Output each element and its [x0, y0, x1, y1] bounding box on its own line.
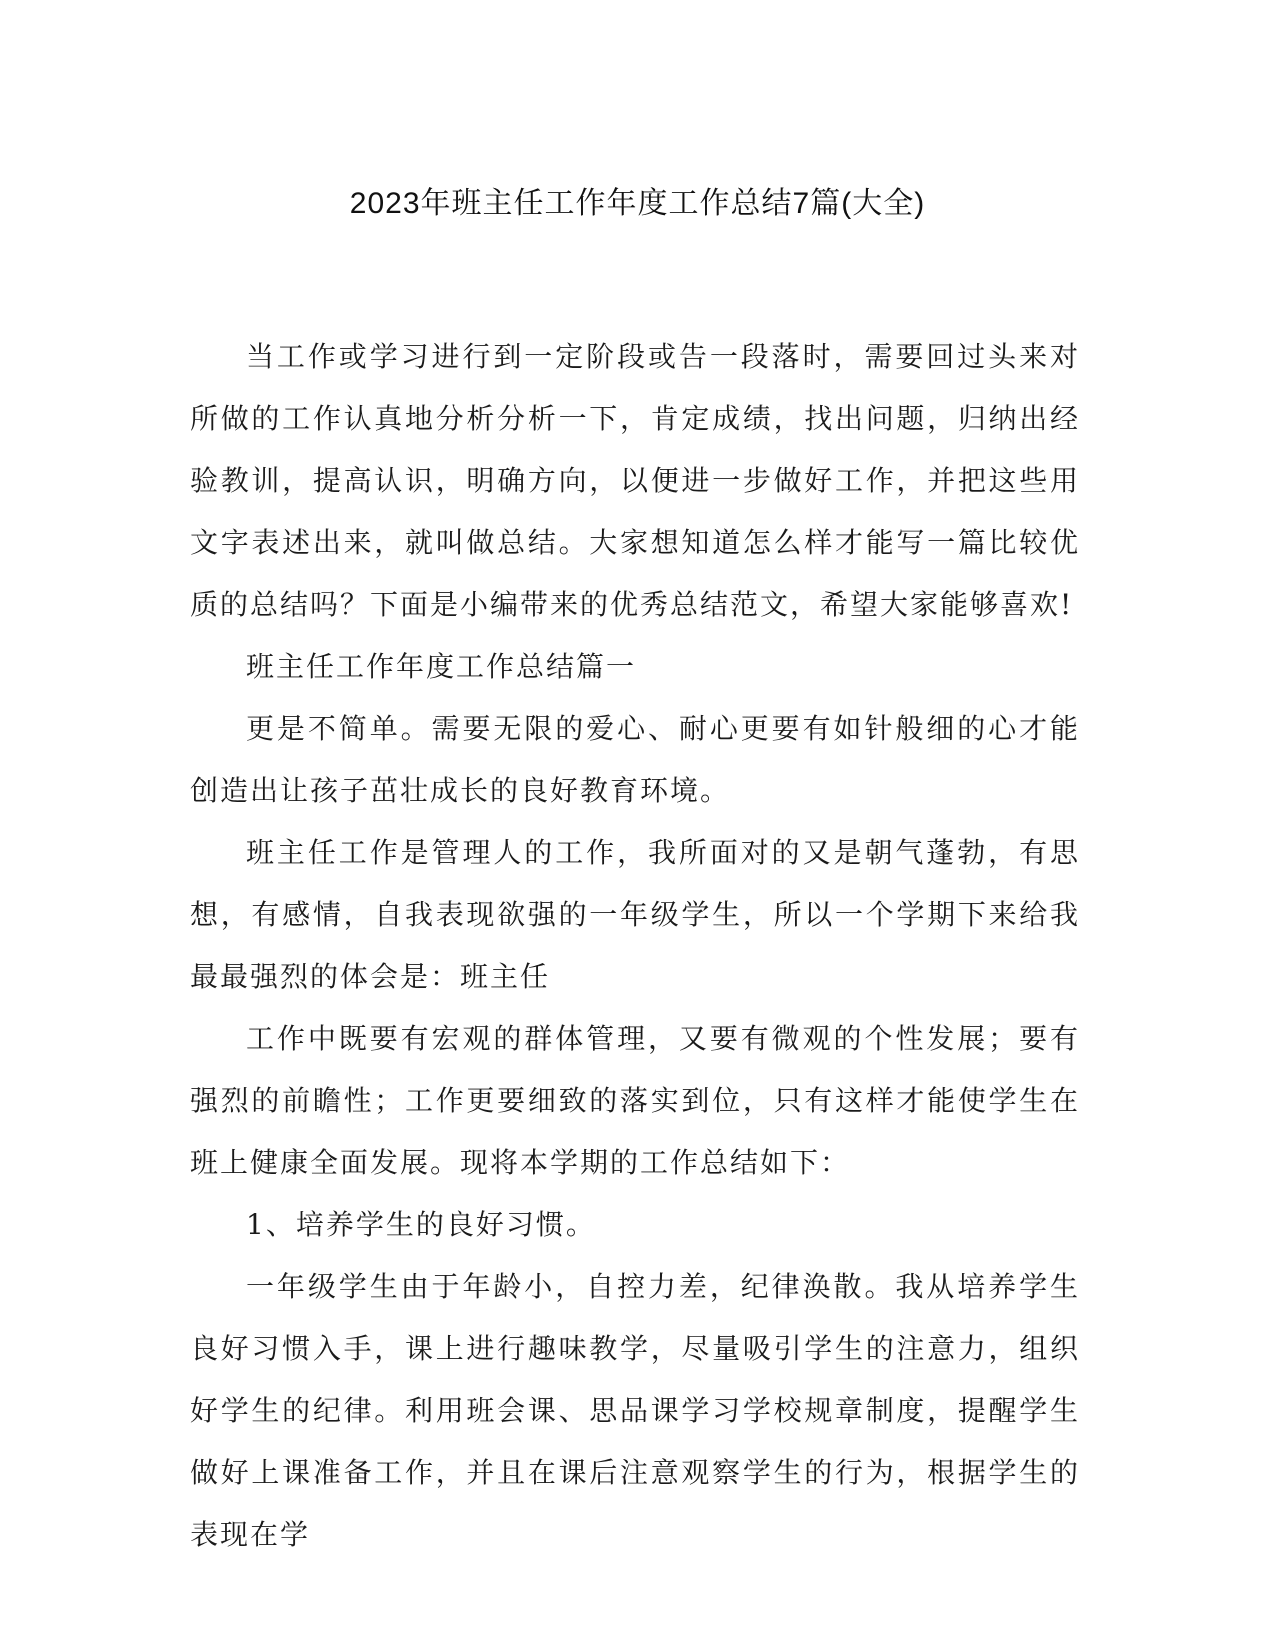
- document-title: 2023年班主任工作年度工作总结7篇(大全): [349, 187, 926, 220]
- body-paragraph: 班主任工作是管理人的工作，我所面对的又是朝气蓬勃，有思想，有感情，自我表现欲强的一年级学生，所以一个学期下来给我最最强烈的体会是：班主任: [190, 836, 1080, 993]
- section-heading: 班主任工作年度工作总结篇一: [246, 650, 637, 683]
- intro-paragraph: 当工作或学习进行到一定阶段或告一段落时，需要回过头来对所做的工作认真地分析分析一下，肯定成绩，找出问题，归纳出经验教训，提高认识，明确方向，以便进一步做好工作，并把这些用文字表述出来，就叫做总结。大家想知道怎么样才能写一篇比较优质的总结吗？下面是小编带来的优秀总结范文，希望大家能够喜欢!: [190, 340, 1080, 621]
- body-paragraph: 工作中既要有宏观的群体管理，又要有微观的个性发展；要有强烈的前瞻性；工作更要细致的落实到位，只有这样才能使学生在班上健康全面发展。现将本学期的工作总结如下：: [190, 1022, 1080, 1179]
- numbered-subheading: 1、培养学生的良好习惯。: [246, 1208, 596, 1241]
- body-paragraph: 更是不简单。需要无限的爱心、耐心更要有如针般细的心才能创造出让孩子茁壮成长的良好教育环境。: [190, 712, 1080, 807]
- body-paragraph: 一年级学生由于年龄小，自控力差，纪律涣散。我从培养学生良好习惯入手，课上进行趣味教学，尽量吸引学生的注意力，组织好学生的纪律。利用班会课、思品课学习学校规章制度，提醒学生做好上课准备工作，并且在课后注意观察学生的行为，根据学生的表现在学: [190, 1270, 1080, 1551]
- document-body: [190, 326, 1080, 1566]
